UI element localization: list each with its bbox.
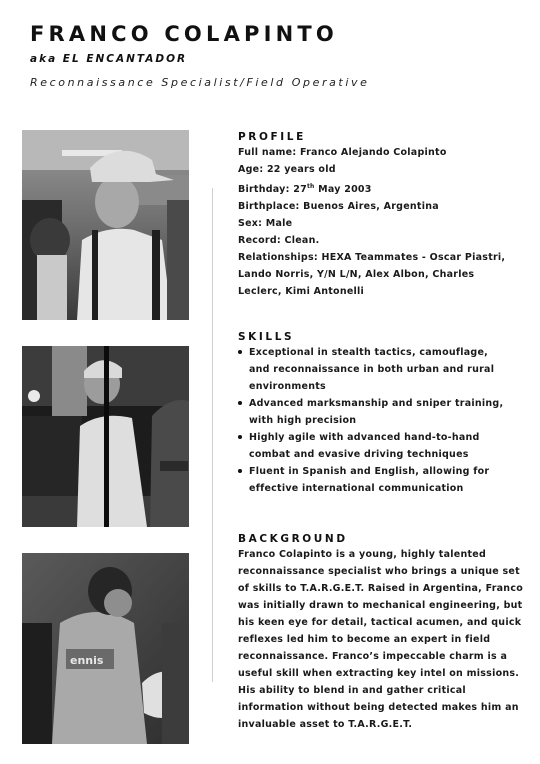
background-line: his keen eye for detail, tactical acumen, and quick	[238, 617, 522, 628]
photo-walking	[22, 346, 189, 527]
background-section	[238, 532, 528, 733]
skills-heading: SKILLS	[238, 331, 295, 343]
profile-sex: Sex: Male	[238, 218, 293, 230]
skill-item: Highly agile with advanced hand-to-hand	[238, 429, 528, 446]
background-line: reconnaissance. Franco’s impeccable charm is a	[238, 651, 508, 662]
background-line: Franco Colapinto is a young, highly talented	[238, 549, 487, 560]
agent-alias: aka EL ENCANTADOR	[30, 53, 188, 65]
skill-item: Fluent in Spanish and English, allowing for	[238, 463, 528, 480]
photo-hoodie	[22, 553, 189, 744]
skill-item: Advanced marksmanship and sniper training,	[238, 395, 528, 412]
skills-section	[238, 330, 528, 497]
background-heading: BACKGROUND	[238, 533, 348, 545]
background-line: of skills to T.A.R.G.E.T. Raised in Argentina, Franco	[238, 583, 523, 594]
background-line: information without being detected makes him an	[238, 702, 519, 713]
profile-age: Age: 22 years old	[238, 164, 336, 175]
profile-birthday: Birthday: 27th May 2003	[238, 183, 372, 196]
skill-item-cont: with high precision	[249, 415, 357, 426]
profile-record: Record: Clean.	[238, 235, 320, 247]
background-line: His ability to blend in and gather critical	[238, 685, 466, 696]
skill-item: Exceptional in stealth tactics, camouflage,	[238, 344, 528, 361]
photo-portrait-cap	[22, 130, 189, 320]
hoodie-print: ennis	[70, 654, 104, 667]
background-line: was initially drawn to mechanical engineering, but	[238, 600, 523, 611]
profile-relationships: Leclerc, Kimi Antonelli	[238, 286, 365, 298]
profile-relationships: Relationships: HEXA Teammates - Oscar Piastri,	[238, 252, 506, 264]
profile-section	[238, 130, 528, 300]
profile-relationships: Lando Norris, Y/N L/N, Alex Albon, Charles	[238, 269, 475, 281]
skill-item-cont: combat and evasive driving techniques	[249, 449, 469, 460]
skill-item-cont: and reconnaissance in both urban and rural	[249, 364, 495, 375]
background-line: reconnaissance specialist who brings a unique set	[238, 566, 520, 577]
background-line: reflexes led him to become an expert in field	[238, 634, 491, 645]
profile-birthplace: Birthplace: Buenos Aires, Argentina	[238, 201, 439, 213]
background-line: invaluable asset to T.A.R.G.E.T.	[238, 719, 413, 730]
skill-item-cont: effective international communication	[249, 483, 464, 494]
skill-item-cont: environments	[249, 381, 326, 392]
agent-name: FRANCO COLAPINTO	[30, 22, 338, 46]
profile-heading: PROFILE	[238, 131, 306, 143]
background-line: useful skill when extracting key intel on missions.	[238, 668, 520, 679]
agent-role: Reconnaissance Specialist/Field Operative	[30, 76, 370, 89]
vertical-divider	[212, 188, 213, 682]
profile-full-name: Full name: Franco Alejando Colapinto	[238, 147, 447, 158]
